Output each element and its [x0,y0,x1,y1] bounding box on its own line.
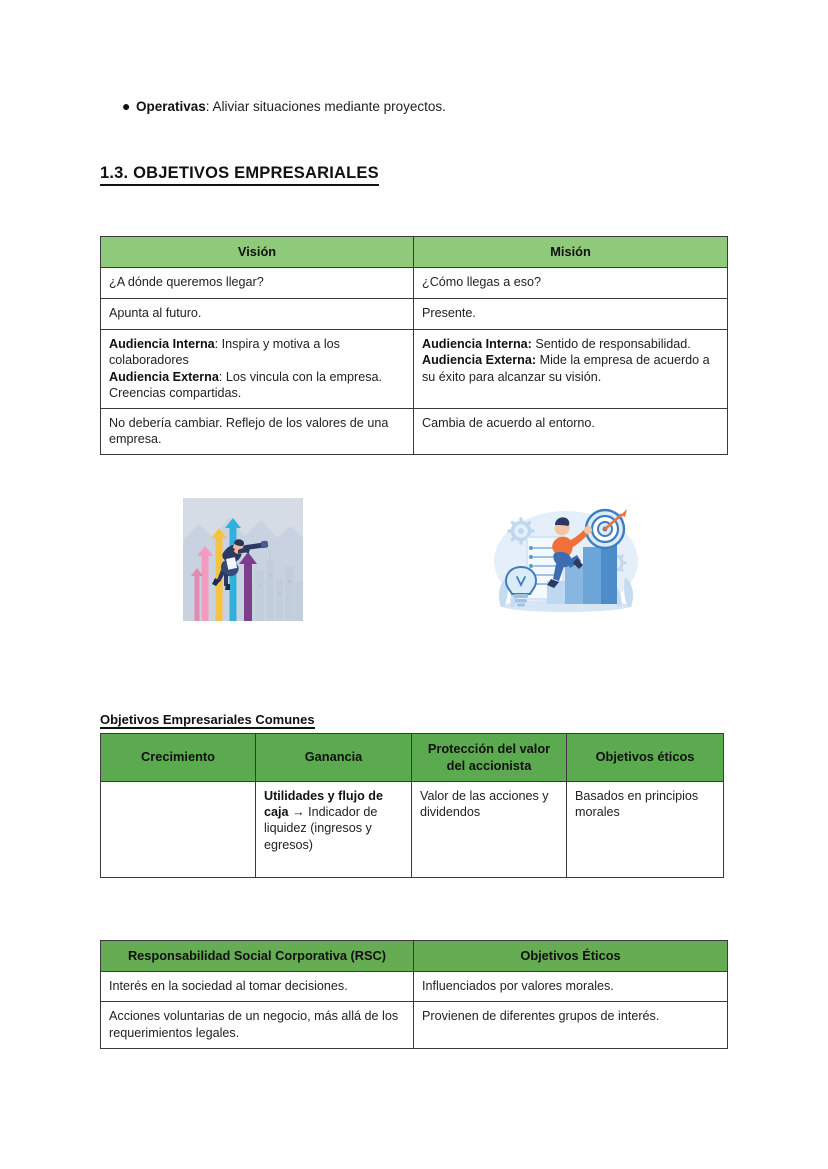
illustration-vision-climbing-arrows [183,498,303,621]
table-vision-mision [100,236,728,455]
cell-eticos-2: Provienen de diferentes grupos de interés. [414,1002,728,1048]
table-header-row [101,237,728,268]
cell-ganancia-bold: Utilidades y flujo de caja [264,789,383,820]
bullet-item-text [136,98,446,116]
audiencia-interna-mision [422,336,719,352]
table-row [101,330,728,408]
cell-mision-4: Cambia de acuerdo al entorno. [414,408,728,454]
cell-mision-1: ¿Cómo llegas a eso? [414,268,728,299]
label-rest: : Los vincula con la empresa. Creencias compartidas. [109,369,382,400]
table-responsabilidad-social-corporativa [100,940,728,1049]
cell-vision-2: Apunta al futuro. [101,299,414,330]
column-header-objetivos-eticos: Objetivos Éticos [414,941,728,972]
label-bold: Audiencia Externa [109,369,219,384]
cell-mision-2: Presente. [414,299,728,330]
cell-crecimiento [101,782,256,878]
label-rest: Mide la empresa de acuerdo a su éxito para alcanzar su visión. [422,353,710,384]
illustration-mision-climbing-chart-target [487,503,645,616]
audiencia-externa-vision [109,369,405,401]
column-header-rsc: Responsabilidad Social Corporativa (RSC) [101,941,414,972]
column-header-mision: Misión [414,237,728,268]
cell-rsc-2: Acciones voluntarias de un negocio, más allá de los requerimientos legales. [101,1002,414,1048]
cell-rsc-1: Interés en la sociedad al tomar decisiones. [101,972,414,1002]
table-objetivos-empresariales-comunes [100,733,724,878]
label-rest: Sentido de responsabilidad. [531,337,691,352]
column-header-proteccion-valor-accionista: Protección del valor del accionista [412,734,567,782]
subheading-objetivos-comunes: Objetivos Empresariales Comunes [100,712,315,727]
table-row [101,299,728,330]
audiencia-interna-vision [109,336,405,368]
column-header-crecimiento: Crecimiento [101,734,256,782]
cell-eticos-1: Influenciados por valores morales. [414,972,728,1002]
cell-proteccion: Valor de las acciones y dividendos [412,782,567,878]
cell-vision-3 [101,330,414,408]
bullet-list-item [100,98,740,116]
table-row [101,972,728,1002]
cell-ganancia-rest: → Indicador de liquidez (ingresos y egresos) [264,805,378,852]
column-header-vision: Visión [101,237,414,268]
cell-vision-4: No debería cambiar. Reflejo de los valores de una empresa. [101,408,414,454]
section-heading: 1.3. OBJETIVOS EMPRESARIALES [100,164,379,186]
cell-vision-1: ¿A dónde queremos llegar? [101,268,414,299]
bullet-rest-text: : Aliviar situaciones mediante proyectos. [205,99,446,114]
label-bold: Audiencia Interna: [422,337,532,352]
column-header-ganancia: Ganancia [256,734,412,782]
table-row [101,782,724,878]
label-bold: Audiencia Externa: [422,353,537,368]
cell-mision-3 [414,330,728,408]
audiencia-externa-mision [422,352,719,384]
table-header-row [101,734,724,782]
bullet-bold-label: Operativas [136,99,206,114]
bullet-marker-icon: ● [122,98,131,114]
cell-eticos: Basados en principios morales [567,782,724,878]
table-row [101,1002,728,1048]
label-rest: : Inspira y motiva a los colaboradores [109,337,340,368]
cell-ganancia [256,782,412,878]
column-header-objetivos-eticos: Objetivos éticos [567,734,724,782]
table-row [101,268,728,299]
label-bold: Audiencia Interna [109,337,215,352]
table-row [101,408,728,454]
table-header-row [101,941,728,972]
